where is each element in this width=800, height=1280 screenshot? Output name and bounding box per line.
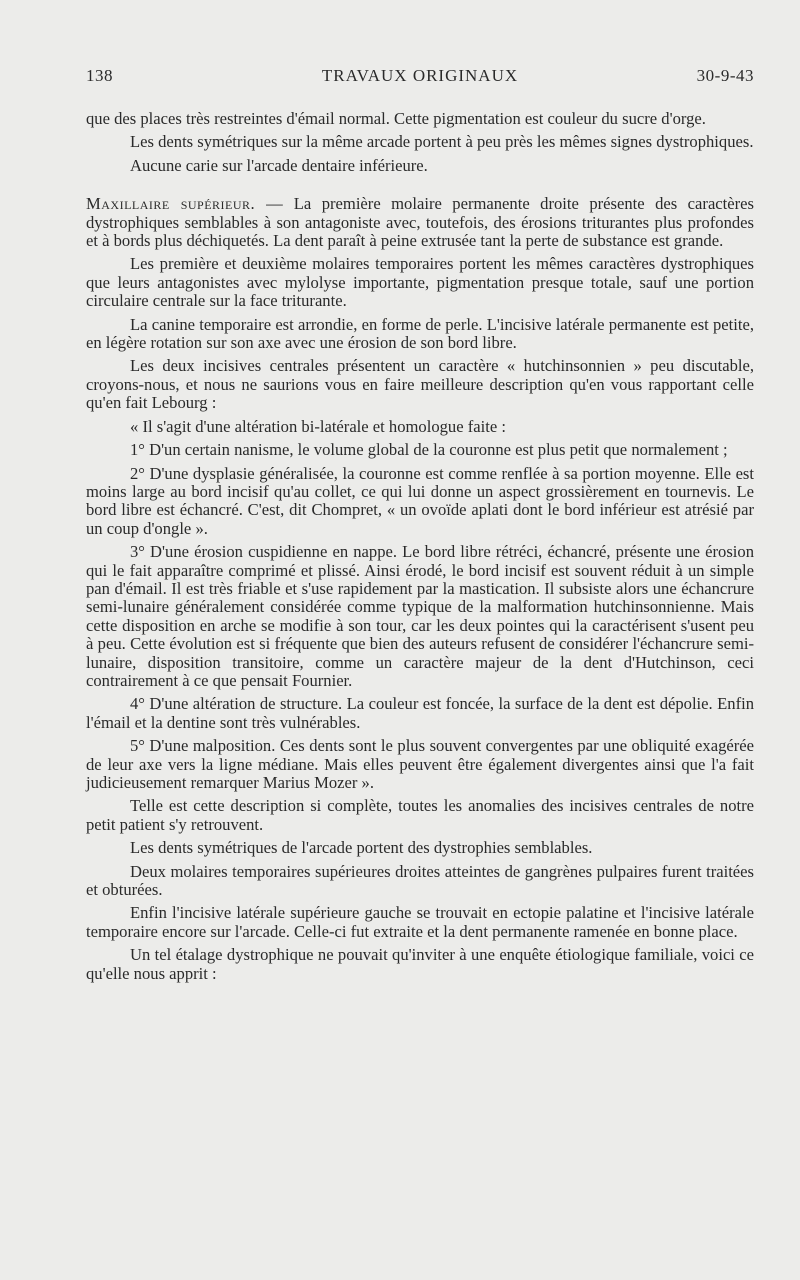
- paragraph-text: La première molaire permanente droite présente des caractères dystrophiques semblables à son antagoniste avec, toutefois, des érosions triturantes plus profondes et à bords plus déchiquetés. La dent paraît à peine extrusée tant la perte de substance est grande.: [86, 194, 754, 251]
- paragraph: Telle est cette description si complète, toutes les anomalies des incisives centrales de notre petit patient s'y retrouvent.: [86, 796, 754, 834]
- header-date: 30-9-43: [696, 66, 754, 85]
- paragraph: Les deux incisives centrales présentent un caractère « hutchinsonnien » peu discutable, croyons-nous, et nous ne saurions vous en faire meilleure description qu'en vous rapportant celle qu'en fait Lebourg :: [86, 356, 754, 413]
- paragraph: La canine temporaire est arrondie, en forme de perle. L'incisive latérale permanente est petite, en légère rotation sur son axe avec une érosion de son bord libre.: [86, 314, 754, 353]
- body-text: [86, 110, 754, 988]
- paragraph: que des places très restreintes d'émail normal. Cette pigmentation est couleur du sucre d'orge.: [86, 109, 706, 128]
- paragraph: « Il s'agit d'une altération bi-latérale et homologue faite :: [130, 416, 506, 436]
- paragraph: Un tel étalage dystrophique ne pouvait qu'inviter à une enquête étiologique familiale, voici ce qu'elle nous apprit :: [86, 945, 754, 983]
- paragraph: 5° D'une malposition. Ces dents sont le plus souvent convergentes par une obliquité exagérée de leur axe vers la ligne médiane. Mais elles peuvent être également divergentes ainsi que l'a fait judicieusement remarquer Marius Mozer ».: [86, 736, 754, 792]
- section-paragraph: [86, 195, 754, 250]
- page-header: [86, 66, 754, 90]
- paragraph: Deux molaires temporaires supérieures droites atteintes de gangrènes pulpaires furent traitées et obturées.: [86, 861, 754, 900]
- page-number: 138: [86, 66, 113, 85]
- paragraph: Aucune carie sur l'arcade dentaire inférieure.: [130, 155, 428, 175]
- paragraph: 1° D'un certain nanisme, le volume global de la couronne est plus petit que normalement ;: [130, 440, 728, 460]
- section-heading: Maxillaire supérieur. —: [86, 194, 284, 214]
- paragraph: Enfin l'incisive latérale supérieure gauche se trouvait en ectopie palatine et l'incisive latérale temporaire encore sur l'arcade. Celle-ci fut extraite et la dent permanente ramenée en bonne place.: [86, 903, 754, 941]
- paragraph: Les dents symétriques sur la même arcade portent à peu près les mêmes signes dystrophiques.: [130, 132, 754, 152]
- running-title: TRAVAUX ORIGINAUX: [321, 66, 519, 85]
- paragraph: 4° D'une altération de structure. La couleur est foncée, la surface de la dent est dépolie. Enfin l'émail et la dentine sont très vulnérables.: [86, 694, 754, 732]
- paragraph: 3° D'une érosion cuspidienne en nappe. Le bord libre rétréci, échancré, présente une érosion qui le fait apparaître comprimé et plissé. Ainsi érodé, le bord incisif est souvent réduit à un simple pan d'émail. Il est très friable et s'use rapidement par la mastication. Il subsiste alors une échancrure semi-lunaire généralement considérée comme typique de la malformation hutchinsonnienne. Mais cette disposition en arche se modifie à son tour, car les deux pointes qui la caractérisent s'usent peu à peu. Cette évolution est si fréquente que bien des auteurs refusent de considérer l'échancrure semi-lunaire, disposition transitoire, comme un caractère majeur de la dent d'Hutchinson, ceci contrairement à ce que pensait Fournier.: [86, 542, 754, 690]
- paragraph: 2° D'une dysplasie généralisée, la couronne est comme renflée à sa portion moyenne. Elle est moins large au bord incisif qu'au collet, ce qui lui donne un aspect grossièrement en tournevis. Le bord libre est échancré. C'est, dit Chompret, « un ovoïde aplati dont le bord inférieur est atrésié par un coup d'ongle ».: [86, 463, 754, 538]
- paragraph: Les première et deuxième molaires temporaires portent les mêmes caractères dystrophiques que leurs antagonistes avec mylolyse importante, pigmentation presque totale, sauf une portion circulaire centrale sur la face triturante.: [86, 254, 754, 311]
- paragraph: Les dents symétriques de l'arcade portent des dystrophies semblables.: [130, 838, 593, 858]
